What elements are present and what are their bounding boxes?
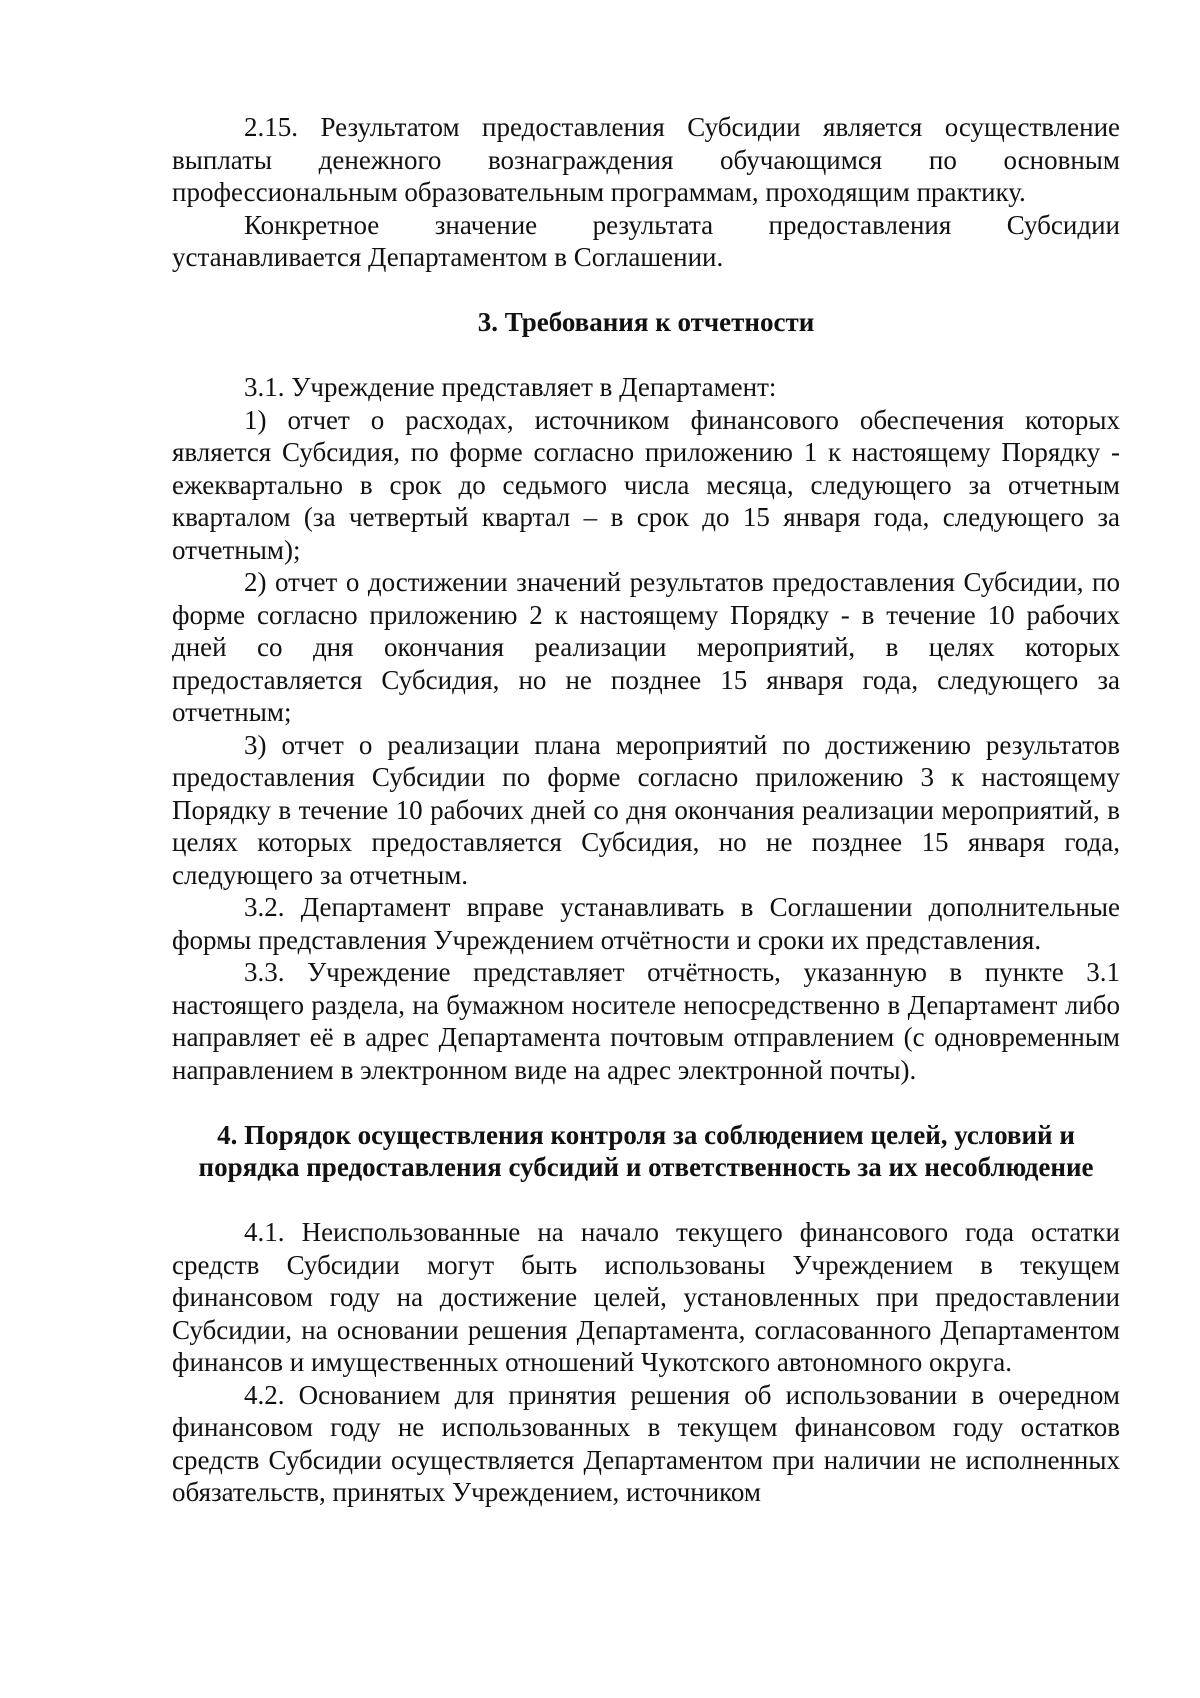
paragraph-3-1-item-1: 1) отчет о расходах, источником финансового обеспечения которых является Субсидия, по форме согласно приложению 1 к настоящему Порядку - ежеквартально в срок до седьмого числа месяца, следующего за отчетным кварталом (за четвертый квартал – в срок до 15 января года, следующего за отчетным); (172, 404, 1120, 565)
paragraph-3-3: 3.3. Учреждение представляет отчётность, указанную в пункте 3.1 настоящего раздела, на бумажном носителе непосредственно в Департамент либо направляет её в адрес Департамента почтовым отправлением (с одновременным направлением в электронном виде на адрес электронной почты). (172, 957, 1120, 1085)
paragraph-3-1: 3.1. Учреждение представляет в Департамент: (244, 372, 777, 402)
section-4-heading-line-2: порядка предоставления субсидий и ответственность за их несоблюдение (198, 1152, 1094, 1182)
paragraph-3-2: 3.2. Департамент вправе устанавливать в Соглашении дополнительные формы представления Учреждением отчётности и сроки их представления. (172, 892, 1120, 955)
spacer (172, 339, 1120, 372)
document-page (172, 111, 1120, 1509)
paragraph-4-1: 4.1. Неиспользованные на начало текущего финансового года остатки средств Субсидии могут быть использованы Учреждением в текущем финансовом году на достижение целей, установленных при предоставлении Субсидии, на основании решения Департамента, согласованного Департаментом финансов и имущественных отношений Чукотского автономного округа. (172, 1217, 1120, 1377)
section-4-heading-line-1: 4. Порядок осуществления контроля за соблюдением целей, условий и (217, 1119, 1075, 1150)
paragraph-4-2: 4.2. Основанием для принятия решения об использовании в очередном финансовом году не использованных в текущем финансовом году остатков средств Субсидии осуществляется Департаментом при наличии не исполненных обязательств, принятых Учреждением, источником (172, 1379, 1120, 1507)
spacer (172, 274, 1120, 307)
spacer (172, 1184, 1120, 1217)
paragraph-3-1-item-3: 3) отчет о реализации плана мероприятий по достижению результатов предоставления Субсидии по форме согласно приложению 3 к настоящему Порядку в течение 10 рабочих дней со дня окончания реализации мероприятий, в целях которых предоставляется Субсидия, но не позднее 15 января года, следующего за отчетным. (172, 729, 1120, 890)
spacer (172, 1086, 1120, 1119)
paragraph-3-1-item-2: 2) отчет о достижении значений результатов предоставления Субсидии, по форме согласно приложению 2 к настоящему Порядку - в течение 10 рабочих дней со дня окончания реализации мероприятий, в целях которых предоставляется Субсидия, но не позднее 15 января года, следующего за отчетным; (172, 567, 1120, 727)
section-3-heading: 3. Требования к отчетности (477, 307, 815, 337)
paragraph-2-15: 2.15. Результатом предоставления Субсидии является осуществление выплаты денежного вознаграждения обучающимся по основным профессиональным образовательным программам, проходящим практику. (172, 112, 1120, 207)
paragraph-2-15-value: Конкретное значение результата предоставления Субсидии устанавливается Департаментом в Соглашении. (172, 209, 1120, 272)
